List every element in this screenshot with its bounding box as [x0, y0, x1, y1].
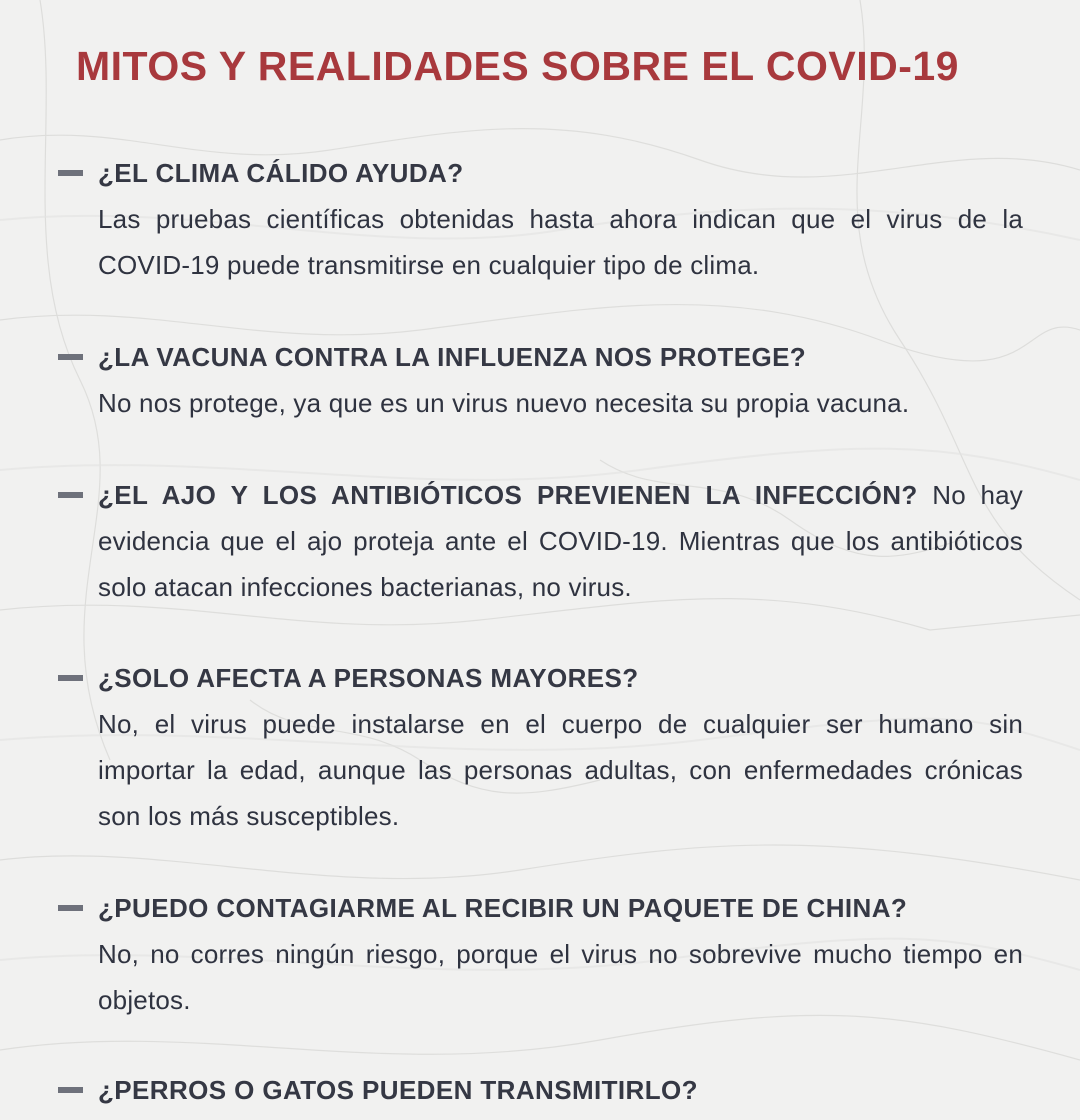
bullet-dash	[58, 675, 83, 681]
myth-question: ¿PUEDO CONTAGIARME AL RECIBIR UN PAQUETE DE CHINA?	[98, 893, 908, 923]
page-title: MITOS Y REALIDADES SOBRE EL COVID-19	[76, 43, 959, 89]
bullet-dash	[58, 354, 83, 360]
myth-question: ¿EL CLIMA CÁLIDO AYUDA?	[98, 158, 464, 188]
myth-question: ¿PERROS O GATOS PUEDEN TRANSMITIRLO?	[98, 1075, 698, 1105]
myth-item-climate	[98, 150, 1023, 288]
myth-answer: No hay evidencia que el ajo proteja ante el COVID-19. Mientras que los antibióticos solo atacan infecciones bacterianas, no virus.	[98, 480, 1023, 602]
myth-answer: No, el virus puede instalarse en el cuerpo de cualquier ser humano sin importar la edad, aunque las personas adultas, con enfermedades crónicas son los más susceptibles.	[98, 709, 1023, 831]
myth-question: ¿LA VACUNA CONTRA LA INFLUENZA NOS PROTEGE?	[98, 342, 807, 372]
bullet-dash	[58, 905, 83, 911]
myth-item-garlic-antibiotics	[98, 472, 1023, 610]
myth-item-package-china	[98, 885, 1023, 1023]
myth-item-pets	[98, 1067, 1023, 1113]
myth-item-flu-vaccine	[98, 334, 1023, 426]
myth-question: ¿SOLO AFECTA A PERSONAS MAYORES?	[98, 663, 639, 693]
myth-answer: Las pruebas científicas obtenidas hasta ahora indican que el virus de la COVID-19 puede transmitirse en cualquier tipo de clima.	[98, 204, 1023, 280]
bullet-dash	[58, 492, 83, 498]
bullet-dash	[58, 1087, 83, 1093]
myth-item-older-people	[98, 655, 1023, 839]
bullet-dash	[58, 170, 83, 176]
myth-question: ¿EL AJO Y LOS ANTIBIÓTICOS PREVIENEN LA INFECCIÓN?	[98, 480, 918, 510]
myth-answer: No nos protege, ya que es un virus nuevo necesita su propia vacuna.	[98, 388, 910, 418]
myth-paragraph	[98, 472, 1023, 610]
myth-answer: No, no corres ningún riesgo, porque el virus no sobrevive mucho tiempo en objetos.	[98, 939, 1023, 1015]
